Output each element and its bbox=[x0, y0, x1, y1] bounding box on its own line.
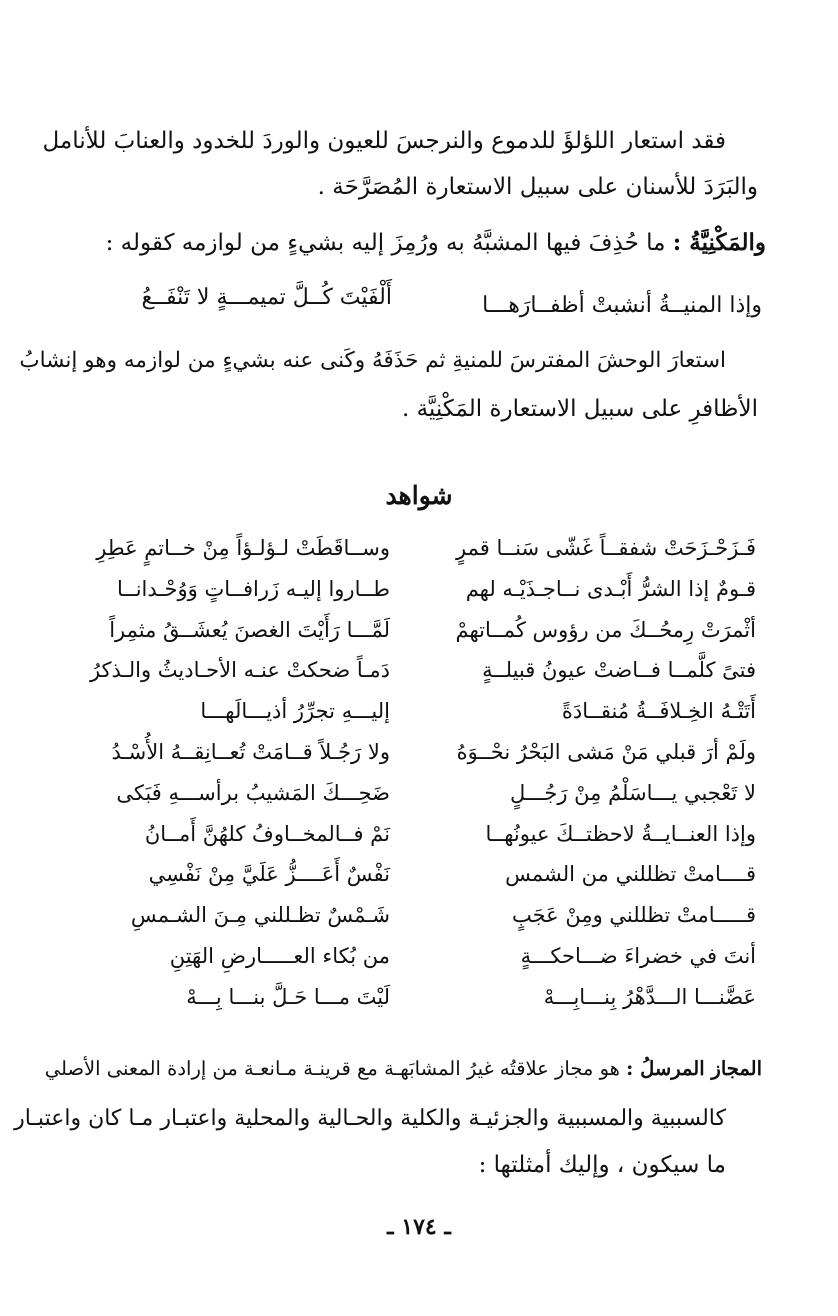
makniyya-explain-line-1: استعارَ الوحشَ المفترسَ للمنيةِ ثم حَذَفَهُ وكَنى عنه بشيءٍ من لوازمه وهو إنشابُ bbox=[19, 348, 726, 373]
intro-line-1: فقد استعار اللؤلؤَ للدموع والنرجسَ للعيون والوردَ للخدود والعنابَ للأنامل bbox=[42, 128, 726, 154]
verse-second-hemistich: لَمَّـــا رَأَيْتَ الغصنَ يُعشَــقُ مثمِراً bbox=[109, 618, 390, 642]
intro-line-2: والبَرَدَ للأسنان على سبيل الاستعارة المُصَرَّحَة . bbox=[317, 174, 758, 200]
verse-second-hemistich: من بُكاء العـــــارضِ الهَتِنِ bbox=[169, 944, 390, 968]
verse-makniyya-second-hemistich: أَلْفَيْتَ كُــلَّ تميمـــةٍ لا تَنْفَــعُ bbox=[141, 285, 392, 310]
verse-second-hemistich: شَـمْسٌ تظـللني مِـنَ الشـمسِ bbox=[130, 903, 390, 927]
verse-first-hemistich: قـومٌ إذا الشرُّ أَبْـدى نــاجـذَيْـه لهم bbox=[465, 577, 756, 601]
verse-second-hemistich: دَمـاً ضحكتْ عنـه الأحـاديثُ والـذكرُ bbox=[89, 658, 390, 682]
verse-second-hemistich: نَمْ فــالمخــاوفُ كلهُنَّ أَمــانُ bbox=[144, 822, 390, 846]
verse-makniyya-first-hemistich: وإذا المنيــةُ أنشبتْ أظفــارَهـــا bbox=[482, 293, 762, 318]
verse-second-hemistich: ولا رَجُـلاً قــامَتْ تُعــانِقــهُ الأُسْـدُ bbox=[111, 740, 390, 764]
verse-second-hemistich: وســاقَطَتْ لـؤلـؤاً مِنْ خــاتمٍ عَطِرِ bbox=[96, 536, 390, 560]
verse-first-hemistich: لا تَعْجبي يـــاسَلْمُ مِنْ رَجُـــلٍ bbox=[510, 781, 756, 805]
verse-first-hemistich: وإذا العنــايــةُ لاحظتــكَ عيونُهــا bbox=[485, 822, 756, 846]
mursal-term: المجاز المرسلُ : bbox=[626, 1057, 762, 1080]
verse-second-hemistich: إليـــهِ تجرِّرُ أذيـــالَهـــا bbox=[200, 699, 390, 723]
shawahid-heading: شواهد bbox=[385, 481, 453, 510]
verse-second-hemistich: ضَحِـــكَ المَشيبُ برأســـهِ فَبَكى bbox=[116, 781, 390, 805]
verse-first-hemistich: عَضَّنـــا الـــدَّهْرُ بِنـــابِـــهْ bbox=[543, 985, 756, 1009]
verse-second-hemistich: نَفْسٌ أَعَــــزُّ عَلَيَّ مِنْ نَفْسِي bbox=[148, 862, 390, 886]
makniyya-definition-text: ما حُذِفَ فيها المشبَّهُ به ورُمِزَ إليه بشيءٍ من لوازمه كقوله : bbox=[105, 230, 673, 256]
verse-first-hemistich: أثْمرَتْ رِمحُــكَ من رؤوس كُمــاتهمْ bbox=[455, 618, 756, 642]
mursal-line-2: كالسببية والمسببية والجزئيـة والكلية والحـالية والمحلية واعتبـار مـا كان واعتبـار bbox=[14, 1106, 726, 1131]
makniyya-term: والمَكْنِيَّةُ : bbox=[672, 229, 766, 256]
page-number: ـ ١٧٤ ـ bbox=[387, 1214, 451, 1240]
verse-first-hemistich: فتىً كلَّمــا فــاضتْ عيونُ قبيلــةٍ bbox=[482, 658, 756, 682]
verse-first-hemistich: أَتَتْـهُ الخِـلافَــةُ مُنقــادَةً bbox=[561, 699, 756, 723]
makniyya-explain-line-2: الأظافرِ على سبيل الاستعارة المَكْنِيَّة . bbox=[401, 396, 758, 422]
mursal-line-3: ما سيكون ، وإليك أمثلتها : bbox=[478, 1152, 726, 1178]
mursal-line-1 bbox=[45, 1052, 762, 1086]
makniyya-definition bbox=[106, 226, 766, 260]
verse-first-hemistich: قــــامتْ تظللني من الشمس bbox=[505, 862, 756, 886]
verse-second-hemistich: طــاروا إليـه زَرافــاتٍ وَوُحْـدانــا bbox=[117, 577, 390, 601]
verse-first-hemistich: أنتَ في خضراءَ ضـــاحكـــةٍ bbox=[520, 944, 756, 968]
verse-first-hemistich: ولَمْ أرَ قبلي مَنْ مَشى البَحْرُ نحْــوَهُ bbox=[456, 740, 756, 764]
verse-first-hemistich: قـــــامتْ تظللني ومِنْ عَجَبٍ bbox=[512, 903, 756, 927]
verse-second-hemistich: لَيْتَ مـــا حَـلَّ بنـــا بِـــهْ bbox=[186, 985, 390, 1009]
verse-first-hemistich: فَـزَحْـزَحَتْ شفقــاً غَشّى سَنــا قمرٍ bbox=[456, 536, 756, 560]
mursal-line-1-text: هو مجاز علاقتُه غيرُ المشابَهـة مع قرينـة مـانعـة من إرادة المعنى الأصلي bbox=[44, 1057, 627, 1080]
